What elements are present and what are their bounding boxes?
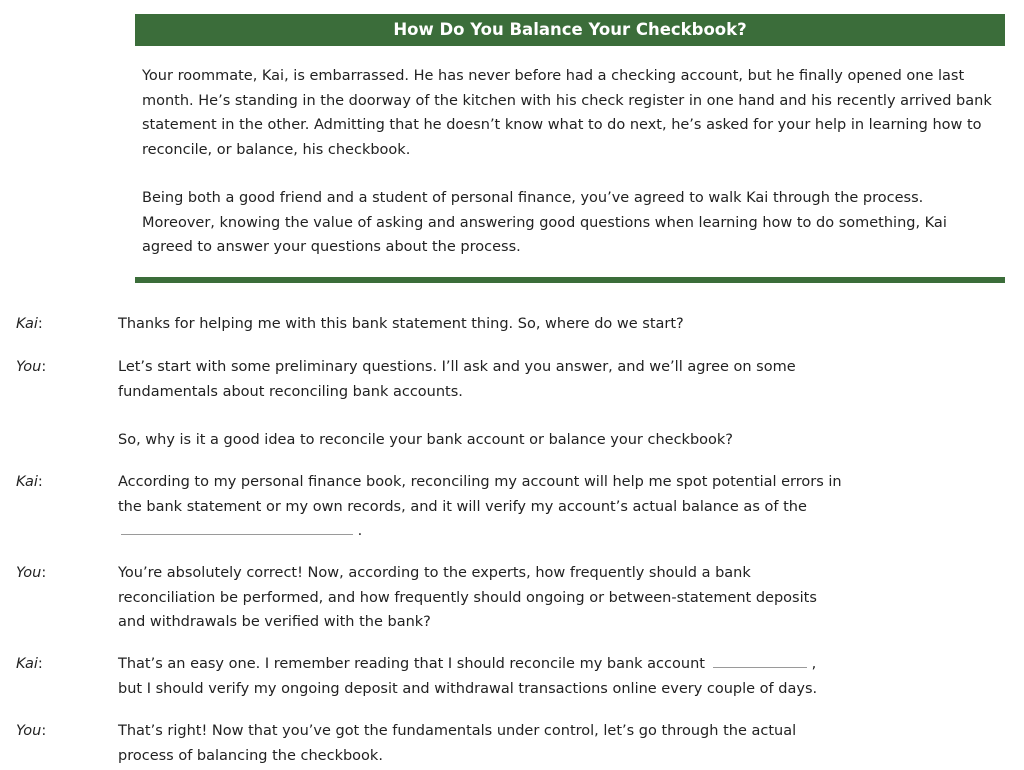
speaker-label: You: [16,723,47,739]
speaker-label: You: [16,565,47,581]
section-title: How Do You Balance Your Checkbook? [135,14,1005,46]
dialogue-text: Let’s start with some preliminary questions. I’ll ask and you answer, and we’ll agree on some fundamentals about reconciling bank accounts. So, why is it a good idea to reconcile your bank account or balance your checkbook? [118,359,796,448]
dialogue-text: That’s right! Now that you’ve got the fundamentals under control, let’s go through the actual process of balancing the checkbook. [118,723,797,764]
answer-blank-statement-date[interactable] [121,520,353,535]
dialogue-text: Thanks for helping me with this bank statement thing. So, where do we start? [118,316,684,332]
dialogue-text: That’s an easy one. I remember reading that I should reconcile my bank account , but I should verify my ongoing deposit and withdrawal transactions online every couple of days. [118,652,878,701]
dialogue-text: According to my personal finance book, reconciling my account will help me spot potential errors in the bank statement or my own records, and it will verify my account’s actual balance as of the . [118,474,842,539]
speaker-label: You: [16,359,47,375]
intro-paragraph-2: Being both a good friend and a student of personal finance, you’ve agreed to walk Kai through the process. Moreover, knowing the value of asking and answering good questions when learning how to do something, Kai agreed to answer your questions about the process. [142,190,947,255]
dialogue-text: You’re absolutely correct! Now, according to the experts, how frequently should a bank reconciliation be performed, and how frequently should ongoing or between-statement deposits and withdrawals be verified with the bank? [118,565,817,630]
speaker-label: Kai: [16,656,43,672]
intro-box [142,64,992,284]
section-divider [135,277,1005,283]
speaker-label: Kai: [16,474,43,490]
answer-blank-frequency[interactable] [713,653,807,668]
intro-paragraph-1: Your roommate, Kai, is embarrassed. He has never before had a checking account, but he finally opened one last month. He’s standing in the doorway of the kitchen with his check register in one hand and his recently arrived bank statement in the other. Admitting that he doesn’t know what to do next, he’s asked for your help in learning how to reconcile, or balance, his checkbook. [142,68,992,158]
speaker-label: Kai: [16,316,43,332]
